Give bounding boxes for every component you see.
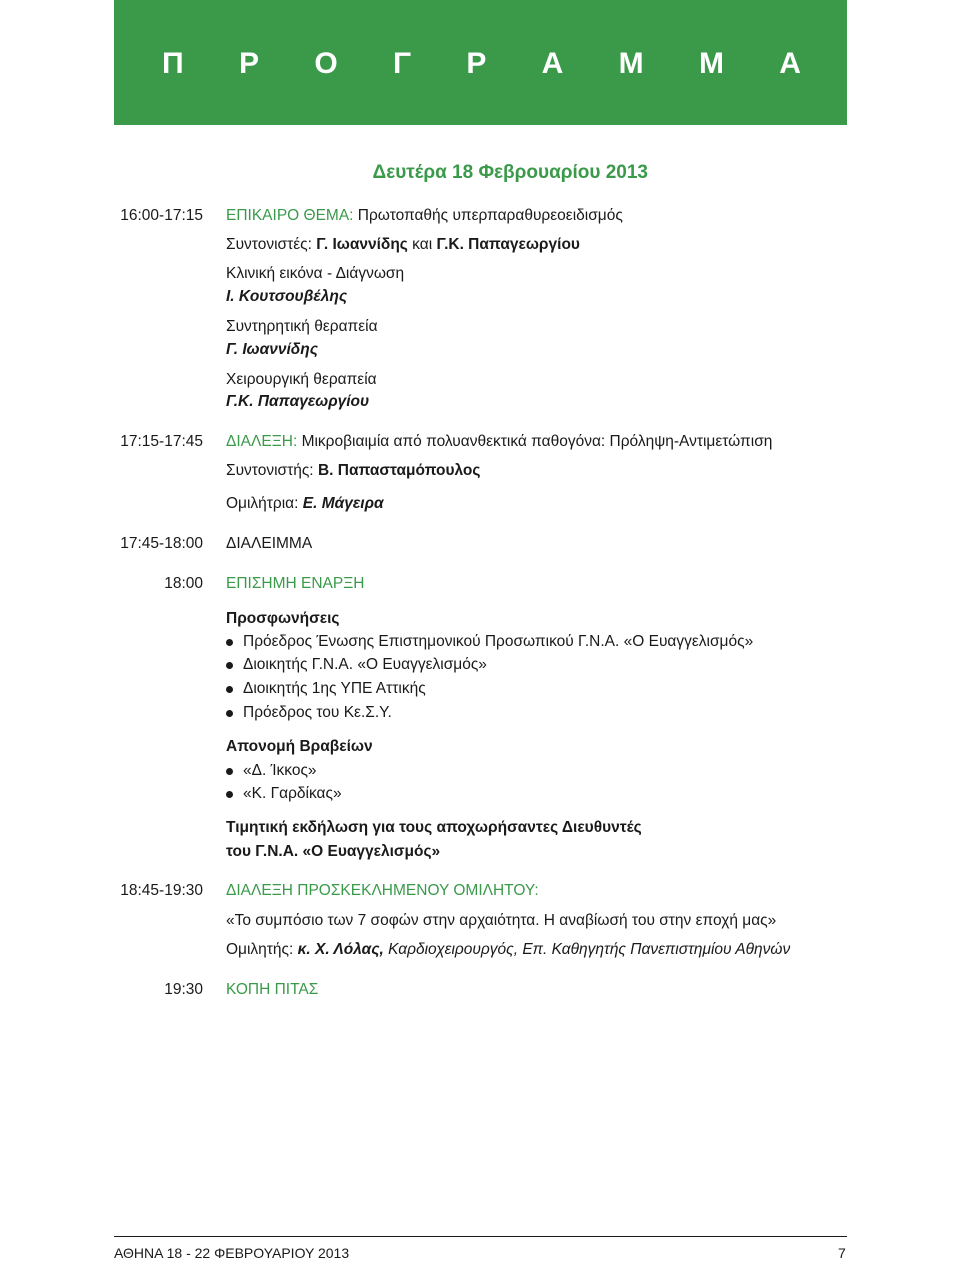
page-number: 7 [838,1245,846,1261]
banner-letter: Π [162,47,184,80]
greeting-item: Διοικητής 1ης ΥΠΕ Αττικής [243,680,426,697]
coordinator-b: Γ.Κ. Παπαγεωργίου [436,236,580,253]
banner-letter: Ο [314,47,338,80]
talk-3-title: Χειρουργική θεραπεία [226,371,377,388]
talk-2-title: Συντηρητική θεραπεία [226,318,378,335]
session-5-lecture-title: «Το συμπόσιο των 7 σοφών στην αρχαιότητα. Η αναβίωσή του στην εποχή μας» [226,912,777,929]
coordinators-label: Συντονιστές: [226,236,312,253]
banner-letter: Μ [618,47,644,80]
session-5-speaker [226,940,790,960]
talk-1-speaker: Ι. Κουτσουβέλης [226,288,348,305]
bullet-icon [226,662,233,669]
session-4-time: 18:00 [164,575,203,592]
greeting-item: Πρόεδρος του Κε.Σ.Υ. [243,704,392,721]
session-2-time: 17:15-17:45 [120,433,203,450]
session-3-label: ΔΙΑΛΕΙΜΜΑ [226,535,313,552]
banner-letter: Ρ [238,47,259,80]
speaker-label: Ομιλήτρια: [226,495,299,512]
speaker-name: κ. Χ. Λόλας, [297,941,384,958]
day-heading: Δευτέρα 18 Φεβρουαρίου 2013 [372,162,648,183]
honor-line-1: Τιμητική εκδήλωση για τους αποχωρήσαντες Διευθυντές [226,819,642,836]
greeting-item: Διοικητής Γ.Ν.Α. «Ο Ευαγγελισμός» [243,656,487,673]
greeting-item: Πρόεδρος Ένωσης Επιστημονικού Προσωπικού Γ.Ν.Α. «Ο Ευαγγελισμός» [243,633,754,650]
award-item: «Κ. Γαρδίκας» [243,785,342,802]
session-4-label: ΕΠΙΣΗΜΗ ΕΝΑΡΞΗ [226,575,365,592]
session-2-speaker [226,494,384,514]
speaker-label: Ομιλητής: [226,941,294,958]
bullet-icon [226,639,233,646]
banner-letter: Ρ [466,47,487,80]
footer-divider [114,1236,847,1237]
banner-letter: Α [541,47,564,80]
session-2-topic-line [226,432,772,452]
banner-letter: Α [779,47,801,80]
session-1-time: 16:00-17:15 [120,207,203,224]
greetings-title: Προσφωνήσεις [226,610,340,627]
banner-letter: Μ [698,47,724,80]
session-6-label: ΚΟΠΗ ΠΙΤΑΣ [226,981,319,998]
coordinator-name: Β. Παπασταμόπουλος [317,462,481,479]
talk-1-title: Κλινική εικόνα - Διάγνωση [226,265,405,282]
speaker-name: Ε. Μάγειρα [302,495,384,512]
session-1-topic: Πρωτοπαθής υπερπαραθυρεοειδισμός [357,207,623,224]
honor-line-2: του Γ.Ν.Α. «Ο Ευαγγελισμός» [226,843,441,860]
bullet-icon [226,686,233,693]
session-2-coordinator [226,461,480,481]
footer-event-dates: ΑΘΗΝΑ 18 - 22 ΦΕΒΡΟΥΑΡΙΟΥ 2013 [114,1245,350,1261]
session-3-time: 17:45-18:00 [120,535,203,552]
session-2-topic: Μικροβιαιμία από πολυανθεκτικά παθογόνα: Πρόληψη-Αντιμετώπιση [301,433,773,450]
awards-title: Απονομή Βραβείων [226,738,373,755]
bullet-icon [226,791,233,798]
coordinators-and: και [412,236,433,253]
session-6-time: 19:30 [164,981,203,998]
bullet-icon [226,768,233,775]
session-2-label: ΔΙΑΛΕΞΗ: [226,433,298,450]
program-banner [114,0,847,125]
session-1-coordinators [226,235,580,255]
coordinator-label: Συντονιστής: [226,462,314,479]
bullet-icon [226,710,233,717]
banner-title [162,46,801,82]
talk-2-speaker: Γ. Ιωαννίδης [226,341,318,358]
session-1-topic-line [226,206,623,226]
award-item: «Δ. Ίκκος» [243,762,317,779]
coordinator-a: Γ. Ιωαννίδης [316,236,408,253]
speaker-role: Καρδιοχειρουργός, Επ. Καθηγητής Πανεπιστημίου Αθηνών [388,941,791,958]
session-1-topic-label: ΕΠΙΚΑΙΡΟ ΘΕΜΑ: [226,207,354,224]
session-5-time: 18:45-19:30 [120,882,203,899]
talk-3-speaker: Γ.Κ. Παπαγεωργίου [226,393,370,410]
session-5-label: ΔΙΑΛΕΞΗ ΠΡΟΣΚΕΚΛΗΜΕΝΟΥ ΟΜΙΛΗΤΟΥ: [226,882,539,899]
banner-letter: Γ [392,47,412,80]
